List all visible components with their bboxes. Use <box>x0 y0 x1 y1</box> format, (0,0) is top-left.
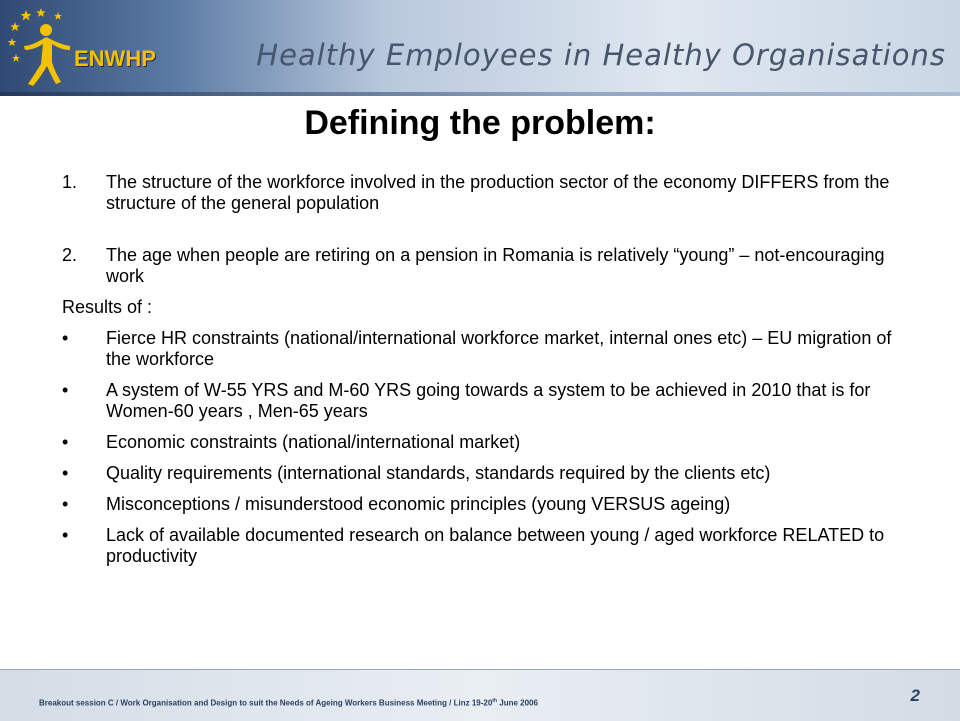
bullet-text: Lack of available documented research on balance between young / aged workforce RELATED to productivity <box>106 525 885 566</box>
footer-caption-main: Breakout session C / Work Organisation and Design to suit the Needs of Ageing Workers Business Meeting / Linz 19-20 <box>39 698 493 708</box>
bullet-item-2 <box>62 380 912 422</box>
bullet-icon: • <box>62 328 69 348</box>
stars-figure-logo-icon <box>8 6 78 90</box>
page-number: 2 <box>910 686 920 705</box>
bullet-text: A system of W-55 YRS and M-60 YRS going towards a system to be achieved in 2010 that is for Women-60 years , Men-65 years <box>106 380 871 421</box>
bullet-icon: • <box>62 463 69 483</box>
bullet-text: Misconceptions / misunderstood economic principles (young VERSUS ageing) <box>106 494 731 514</box>
bullet-text: Fierce HR constraints (national/international workforce market, internal ones etc) – EU migration of the workforce <box>106 328 892 369</box>
bullet-item-4 <box>62 463 912 484</box>
bullet-icon: • <box>62 494 69 514</box>
bullet-text: Economic constraints (national/international market) <box>106 432 521 452</box>
footer-bar <box>0 669 960 721</box>
footer-caption-sup: th <box>492 698 498 704</box>
header-tagline: Healthy Employees in Healthy Organisations <box>256 38 946 72</box>
bullet-item-6 <box>62 525 912 567</box>
header-divider <box>0 92 960 96</box>
enwhp-logo <box>8 6 158 90</box>
item-text: The age when people are retiring on a pension in Romania is relatively “young” – not-encouraging work <box>106 245 885 286</box>
slide-title: Defining the problem: <box>304 104 656 142</box>
footer-caption <box>39 698 538 708</box>
bullet-text: Quality requirements (international standards, standards required by the clients etc) <box>106 463 771 483</box>
slide-body <box>62 172 912 567</box>
numbered-item-1 <box>62 172 912 214</box>
bullet-icon: • <box>62 380 69 400</box>
item-text: The structure of the workforce involved in the production sector of the economy DIFFERS from the structure of the general population <box>106 172 890 213</box>
bullet-item-3 <box>62 432 912 453</box>
footer-caption-end: June 2006 <box>497 698 538 708</box>
results-label: Results of : <box>62 297 153 317</box>
header-banner <box>0 0 960 96</box>
numbered-item-2 <box>62 245 912 287</box>
logo-text: ENWHP <box>74 46 156 71</box>
item-number: 1. <box>62 172 78 192</box>
bullet-icon: • <box>62 432 69 452</box>
bullet-item-1 <box>62 328 912 370</box>
bullet-icon: • <box>62 525 69 545</box>
item-number: 2. <box>62 245 78 265</box>
bullet-item-5 <box>62 494 912 515</box>
